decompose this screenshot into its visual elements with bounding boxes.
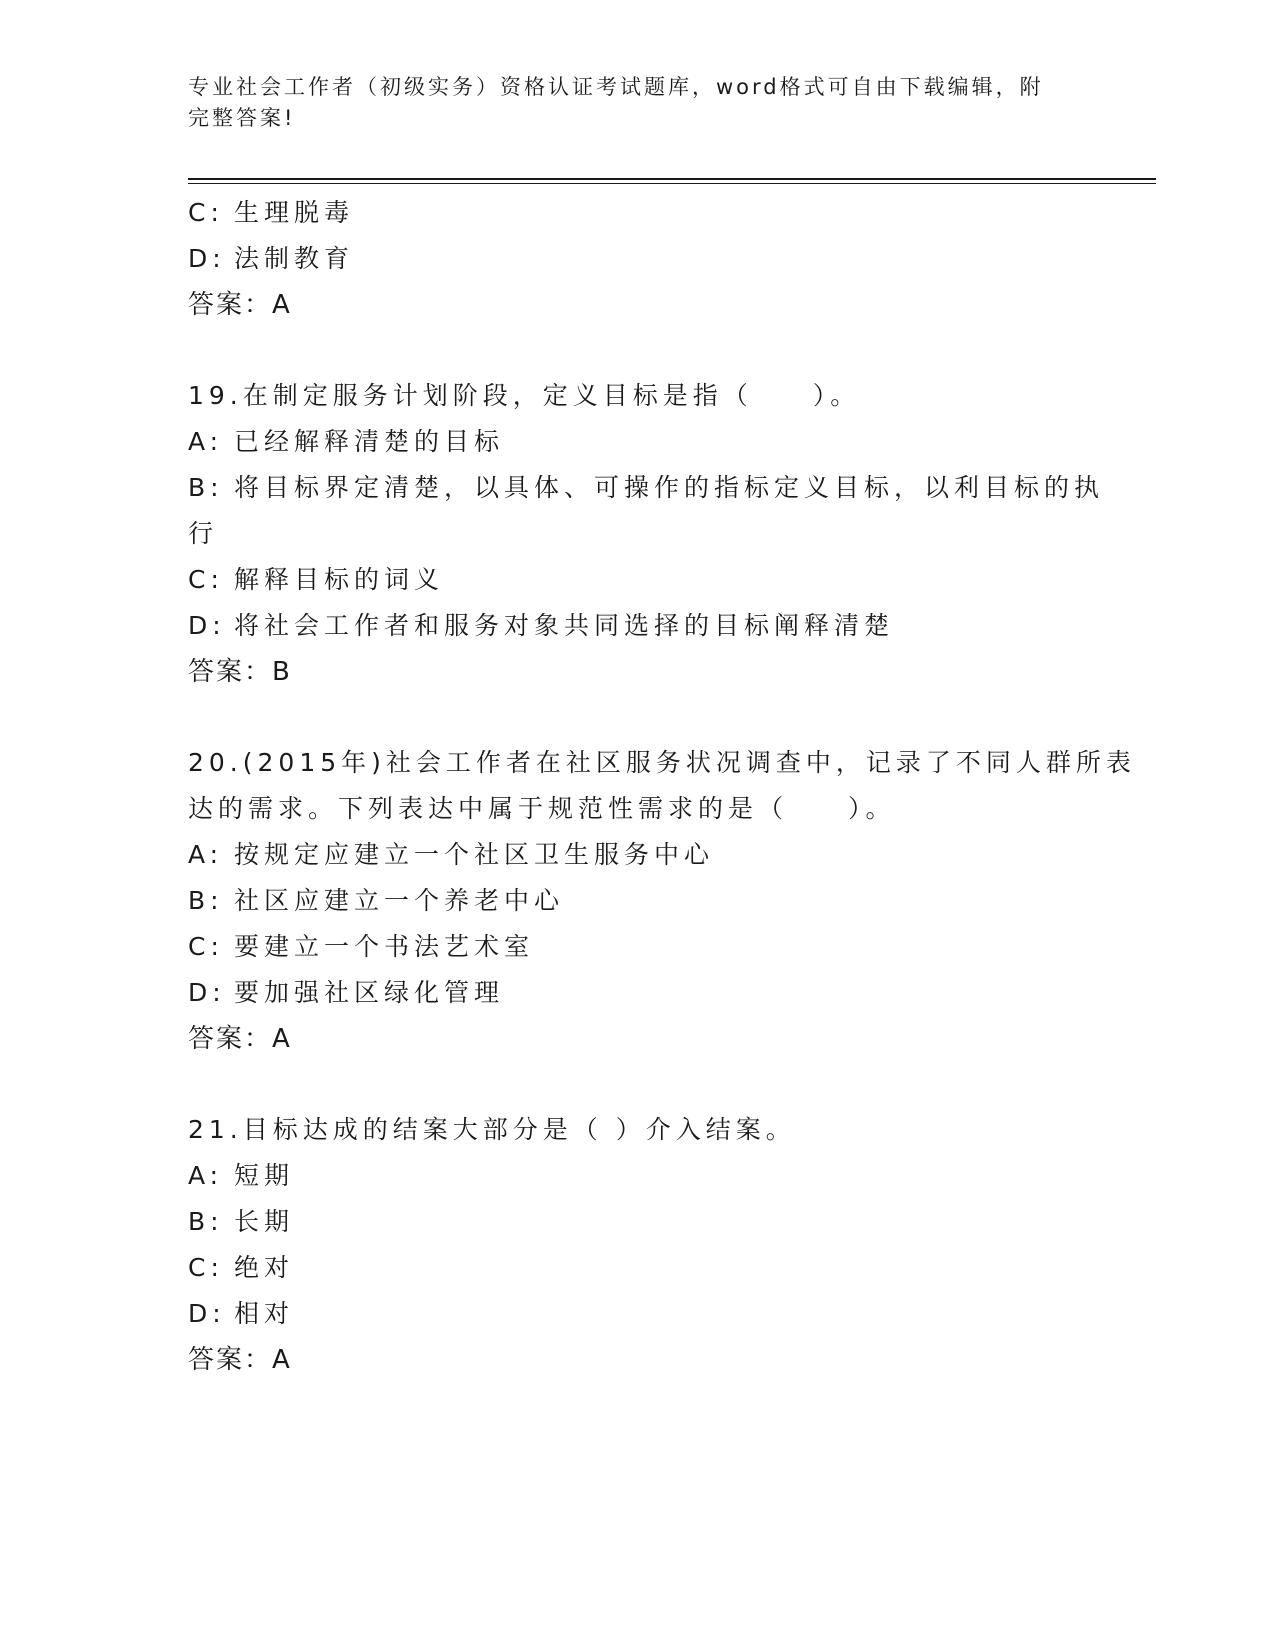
option-key: A:: [188, 427, 224, 456]
option-text: 将社会工作者和服务对象共同选择的目标阐释清楚: [234, 611, 895, 640]
option-c: [188, 190, 1088, 236]
option-text: 相对: [234, 1299, 295, 1328]
header-divider-thin: [188, 183, 1156, 184]
page-header: [188, 72, 1068, 134]
answer-line: 答案：B: [188, 657, 292, 687]
question-21: [188, 1107, 1088, 1383]
question-content: [188, 190, 1136, 1383]
option-key: C:: [188, 932, 224, 961]
option-key: D:: [188, 611, 226, 640]
option-c: [188, 557, 1088, 603]
option-text: 长期: [234, 1207, 295, 1236]
option-c: [188, 1245, 1088, 1291]
option-key: C:: [188, 565, 224, 594]
option-text: 要加强社区绿化管理: [234, 978, 505, 1007]
question-stem: 19.在制定服务计划阶段，定义目标是指（ ）。: [188, 381, 861, 410]
answer-line: 答案：A: [188, 290, 292, 320]
option-key: A:: [188, 1161, 224, 1190]
option-key: B:: [188, 473, 224, 502]
option-text: 法制教育: [234, 244, 355, 273]
option-b: [188, 878, 1088, 924]
option-a: [188, 832, 1088, 878]
option-d: [188, 236, 1088, 282]
option-b: [188, 465, 1105, 511]
answer-line: 答案：A: [188, 1024, 292, 1054]
option-text: 短期: [234, 1161, 295, 1190]
question-18: [188, 190, 1088, 328]
question-stem: 21.目标达成的结案大部分是（ ）介入结案。: [188, 1115, 796, 1144]
option-key: A:: [188, 840, 224, 869]
option-text: 社区应建立一个养老中心: [234, 886, 565, 915]
option-text-wrap: 行: [188, 519, 219, 548]
option-key: C:: [188, 1253, 224, 1282]
header-divider-thick: [188, 178, 1156, 180]
option-a: [188, 419, 1088, 465]
option-text: 要建立一个书法艺术室: [234, 932, 535, 961]
spacer: [188, 695, 1088, 740]
option-key: D:: [188, 244, 226, 273]
option-key: C:: [188, 198, 224, 227]
option-text: 按规定应建立一个社区卫生服务中心: [234, 840, 715, 869]
answer-line: 答案：A: [188, 1345, 292, 1375]
question-19: [188, 373, 1105, 695]
option-text: 已经解释清楚的目标: [234, 427, 505, 456]
option-key: D:: [188, 978, 226, 1007]
option-d: [188, 603, 1088, 649]
option-b-continued: [188, 511, 1088, 557]
header-line-1: 专业社会工作者（初级实务）资格认证考试题库，word格式可自由下载编辑，附: [188, 75, 1044, 99]
option-key: D:: [188, 1299, 226, 1328]
header-line-2: 完整答案!: [188, 106, 296, 130]
option-text: 绝对: [234, 1253, 295, 1282]
question-20: [188, 740, 1136, 1062]
question-stem-line-1: 20.(2015年)社会工作者在社区服务状况调查中，记录了不同人群所表: [188, 748, 1136, 777]
option-b: [188, 1199, 1088, 1245]
option-key: B:: [188, 886, 224, 915]
spacer: [188, 328, 1088, 373]
option-d: [188, 970, 1088, 1016]
option-d: [188, 1291, 1088, 1337]
spacer: [188, 1062, 1088, 1107]
option-key: B:: [188, 1207, 224, 1236]
question-stem-line-2: 达的需求。下列表达中属于规范性需求的是（ ）。: [188, 794, 896, 823]
option-a: [188, 1153, 1088, 1199]
option-text: 解释目标的词义: [234, 565, 445, 594]
option-text: 将目标界定清楚，以具体、可操作的指标定义目标，以利目标的执: [234, 473, 1105, 502]
option-c: [188, 924, 1088, 970]
option-text: 生理脱毒: [234, 198, 355, 227]
